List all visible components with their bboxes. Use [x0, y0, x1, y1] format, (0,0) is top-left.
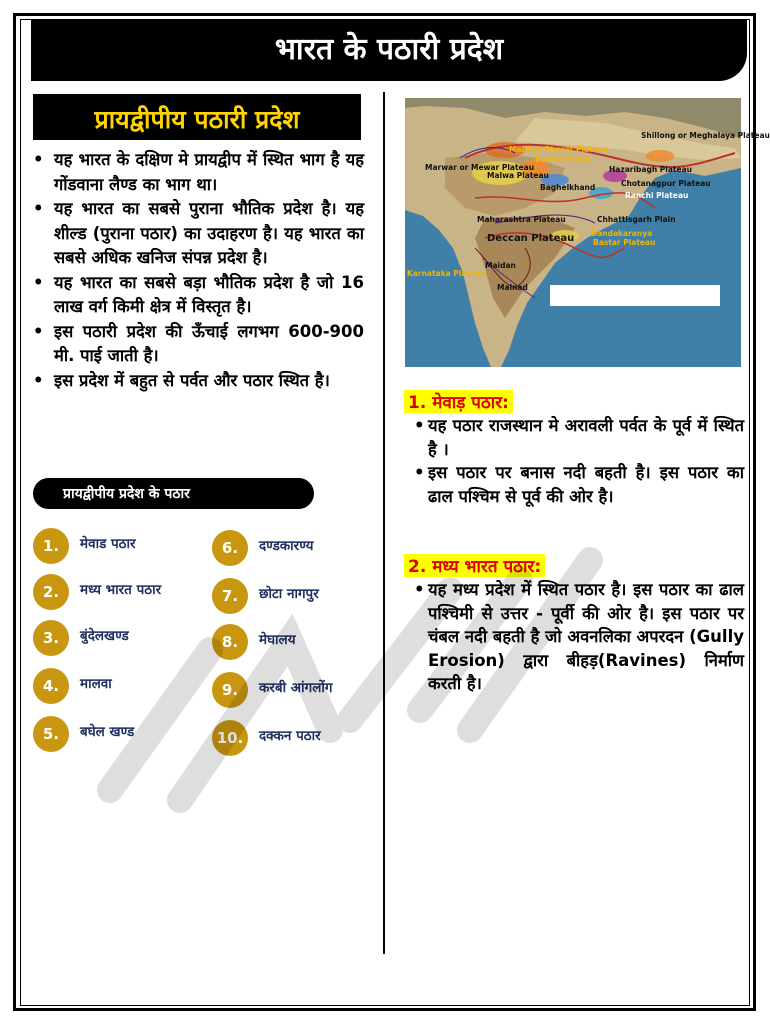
plateau-item-1: [33, 528, 203, 568]
map-label-dandakaranya: Dandakaranya: [591, 229, 653, 238]
number-badge: 5.: [33, 716, 69, 752]
plateau-name: मेघालय: [259, 632, 296, 648]
plateau-name: दण्डकारण्य: [259, 538, 314, 554]
map-label-chotanagpur: Chotanagpur Plateau: [621, 179, 711, 188]
plateau-name: दक्कन पठार: [259, 728, 321, 744]
bullet-icon: •: [414, 580, 425, 599]
plateau-name: बघेल खण्ड: [80, 724, 135, 740]
map-label-malwa: Malwa Plateau: [487, 171, 549, 180]
number-badge: 7.: [212, 578, 248, 614]
heading-mewar: 1. मेवाड़ पठार:: [404, 390, 513, 413]
plateau-item-2: [33, 574, 203, 614]
number-badge: 4.: [33, 668, 69, 704]
left-bullet-list: [30, 148, 364, 393]
number-badge: 3.: [33, 620, 69, 656]
list-item: • यह पठार राजस्थान मे अरावली पर्वत के पूर्व में स्थित है ।: [414, 416, 744, 459]
plateau-list-pill: [33, 478, 314, 509]
page-title: भारत के पठारी प्रदेश: [274, 32, 504, 67]
map-label-baghelkhand: Baghelkhand: [540, 183, 596, 192]
bullet-icon: •: [414, 416, 425, 435]
map-label-maidan: Maidan: [485, 261, 516, 270]
plateau-name: करबी आंगलोंग: [259, 680, 333, 696]
map-label-bundelkhand: Bundelkhand: [535, 155, 591, 164]
plateau-item-7: [212, 578, 382, 618]
plateau-item-3: [33, 620, 203, 660]
map-label-deccan: Deccan Plateau: [487, 233, 575, 244]
list-item: • यह भारत का सबसे बड़ा भौतिक प्रदेश है जो 16 लाख वर्ग किमी क्षेत्र में विस्तृत है।: [33, 272, 364, 316]
map-label-marwar: Marwar or Mewar Plateau: [425, 163, 535, 172]
plateau-name: बुंदेलखण्ड: [80, 628, 129, 644]
bullet-icon: •: [414, 463, 425, 482]
number-badge: 10.: [212, 720, 248, 756]
plateau-item-5: [33, 716, 203, 756]
bullet-icon: •: [33, 370, 44, 390]
map-label-malnad: Malnad: [497, 283, 528, 292]
number-badge: 9.: [212, 672, 248, 708]
plateau-item-8: [212, 624, 382, 664]
list-item: • यह मध्य प्रदेश में स्थित पठार है। इस पठार का ढाल पश्चिमी से उत्तर - पूर्वी की ओर है। इस पठार पर चंबल नदी बहती है जो अवनलिका अपरदन (Gully Erosion) द्वारा बीहड़(Ravines) निर्माण करती है।: [414, 580, 744, 693]
map-blank-label-box: [550, 285, 720, 306]
number-badge: 2.: [33, 574, 69, 610]
bullet-icon: •: [33, 150, 44, 169]
plateau-name: मेवाड पठार: [80, 536, 136, 552]
number-badge: 1.: [33, 528, 69, 564]
title-bar: [31, 19, 747, 81]
bullet-icon: •: [33, 272, 44, 292]
plateau-name: मध्य भारत पठार: [80, 582, 162, 598]
column-divider: [383, 92, 385, 954]
map-label-madhya: Madhya Bharat Plateau: [509, 145, 609, 154]
mewar-bullet-list: [406, 414, 744, 508]
list-item: • इस पठार पर बनास नदी बहती है। इस पठार का ढाल पश्चिम से पूर्व की ओर है।: [414, 463, 744, 506]
number-badge: 8.: [212, 624, 248, 660]
map-label-chhattisgarh: Chhattisgarh Plain: [597, 215, 676, 224]
plateau-name: छोटा नागपुर: [259, 586, 319, 602]
list-item: • यह भारत का सबसे पुराना भौतिक प्रदेश है। यह शील्ड (पुराना पठार) का उदाहरण है। यह भारत का सबसे अधिक खनिज संपन्न प्रदेश है।: [33, 199, 364, 267]
map-label-bastar: Bastar Plateau: [593, 238, 656, 247]
section-title-box: [33, 94, 361, 140]
bullet-icon: •: [33, 199, 44, 218]
map-label-ranchi: Ranchi Plateau: [625, 191, 689, 200]
plateau-item-9: [212, 672, 382, 712]
bullet-icon: •: [33, 321, 44, 341]
list-item: • इस प्रदेश में बहुत से पर्वत और पठार स्थित है।: [30, 369, 364, 394]
plateau-list-title: प्रायद्वीपीय प्रदेश के पठार: [63, 486, 190, 502]
list-item: • यह भारत के दक्षिण मे प्रायद्वीप में स्थित भाग है यह गोंडवाना लैण्ड का भाग था।: [33, 150, 364, 194]
plateau-item-6: [212, 530, 382, 570]
map-label-maharashtra: Maharashtra Plateau: [477, 215, 566, 224]
section-title: प्रायद्वीपीय पठारी प्रदेश: [94, 105, 300, 134]
madhya-bharat-bullet-list: [406, 578, 744, 696]
plateau-name: मालवा: [80, 676, 112, 692]
map-label-hazaribagh: Hazaribagh Plateau: [609, 165, 692, 174]
map-label-karnataka: Karnataka Plateau: [407, 269, 486, 278]
plateau-item-10: [212, 720, 382, 760]
number-badge: 6.: [212, 530, 248, 566]
heading-madhya-bharat: 2. मध्य भारत पठार:: [404, 554, 545, 577]
plateau-item-4: [33, 668, 203, 708]
list-item: • इस पठारी प्रदेश की ऊँचाई लगभग 600-900 मी. पाई जाती है।: [33, 321, 364, 365]
map-label-shillong: Shillong or Meghalaya Plateau: [641, 131, 770, 140]
india-plateau-map: [405, 98, 770, 367]
